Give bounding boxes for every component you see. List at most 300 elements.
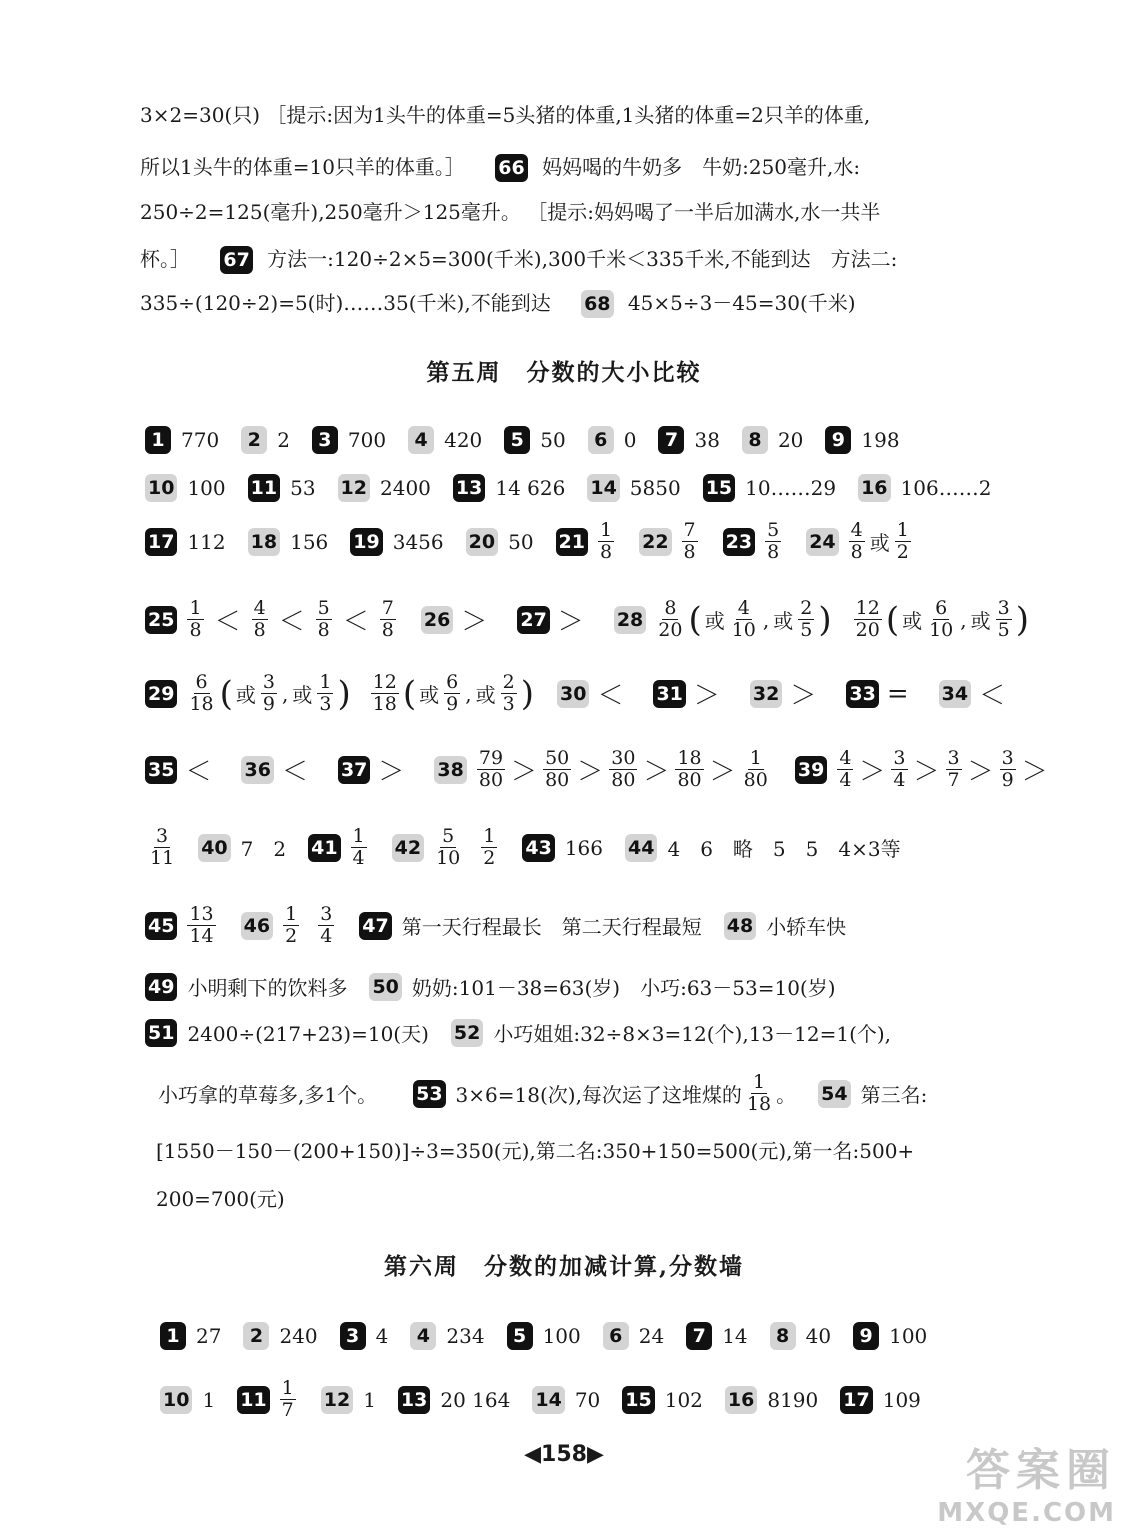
- question-number: 10: [160, 1386, 192, 1414]
- denominator: 10: [929, 619, 954, 641]
- week5-row-11: [158, 1072, 1048, 1115]
- question-number: 53: [413, 1080, 445, 1108]
- fraction: [434, 826, 462, 869]
- answer: 50: [508, 529, 534, 554]
- close-paren: ): [818, 599, 832, 640]
- open-paren: (: [688, 599, 702, 640]
- numerator: 1: [752, 1071, 766, 1093]
- numerator: 2: [502, 671, 515, 693]
- question-number: 19: [350, 528, 382, 556]
- greater-than-sign: ＞: [511, 757, 538, 787]
- week5-row-2: [145, 474, 1048, 502]
- question-number: 41: [308, 834, 340, 862]
- question-number: 5: [507, 1322, 533, 1350]
- question-number: 24: [806, 528, 838, 556]
- question-number: 16: [725, 1386, 757, 1414]
- question-number-67: 67: [220, 246, 252, 274]
- question-number: 37: [338, 756, 370, 784]
- answer: 第一天行程最长 第二天行程最短: [401, 915, 702, 939]
- open-paren: (: [219, 673, 233, 714]
- numerator: 4: [737, 597, 750, 619]
- question-number: 54: [818, 1080, 850, 1108]
- less-than-sign: ＜: [342, 607, 369, 637]
- close-paren: ): [337, 673, 351, 714]
- fraction: [148, 826, 176, 869]
- question-number-68: 68: [581, 290, 613, 318]
- question-number: 21: [556, 528, 588, 556]
- numerator: 1: [600, 519, 613, 541]
- fraction: [656, 598, 684, 641]
- fraction: [946, 748, 962, 791]
- question-number: 8: [770, 1322, 796, 1350]
- denominator: 4: [352, 847, 365, 869]
- numerator: 1: [189, 597, 202, 619]
- week5-row-7: [145, 826, 1048, 869]
- answer-68: 45×5÷3－45=30(千米): [627, 291, 856, 315]
- denominator: 8: [767, 541, 780, 563]
- answer: 234: [446, 1324, 485, 1348]
- fraction: [316, 598, 332, 641]
- fraction: [798, 598, 814, 641]
- comma: ,: [282, 681, 289, 706]
- week5-row-8: [145, 904, 1048, 947]
- question-number: 22: [639, 528, 671, 556]
- question-number: 1: [160, 1322, 186, 1350]
- answer: 奶奶:101－38=63(岁) 小巧:63－53=10(岁): [411, 976, 836, 1000]
- watermark-url: MXQE.COM: [937, 1498, 1116, 1528]
- numerator: 7: [381, 597, 394, 619]
- close-paren: ): [520, 673, 534, 714]
- answer: 小轿车快: [766, 915, 847, 939]
- answer: 20 164: [440, 1387, 511, 1412]
- numerator: 5: [442, 825, 455, 847]
- greater-than-sign: ＞: [1021, 757, 1048, 787]
- answer: 198: [861, 428, 900, 452]
- comparison-sign: ＜: [185, 757, 212, 787]
- open-paren: (: [885, 599, 900, 640]
- question-number: 23: [723, 528, 755, 556]
- intro-line-3: 250÷2=125(毫升),250毫升＞125毫升。 ［提示:妈妈喝了一半后加满水,水一共半: [140, 200, 881, 224]
- denominator: 8: [600, 541, 613, 563]
- denominator: 3: [502, 693, 515, 715]
- question-number: 14: [532, 1386, 564, 1414]
- or-text: 或: [869, 531, 890, 555]
- fraction: [261, 672, 277, 715]
- fraction: [481, 826, 497, 869]
- answer: 20: [777, 428, 804, 452]
- fraction: [444, 672, 460, 715]
- week5-row-4: [145, 598, 1048, 641]
- answer-67: 方法一:120÷2×5=300(千米),300千米＜335千米,不能到达 方法二:: [267, 247, 898, 271]
- answer: 7 2: [240, 837, 287, 861]
- question-number: 32: [750, 680, 782, 708]
- numerator: 6: [935, 597, 948, 619]
- question-number: 2: [243, 1322, 269, 1350]
- fraction: [1000, 748, 1016, 791]
- fraction: [854, 598, 882, 641]
- fraction: [371, 672, 399, 715]
- denominator: 9: [446, 693, 459, 715]
- comparison-sign: ＜: [597, 681, 624, 711]
- open-paren: (: [402, 673, 417, 714]
- question-number: 12: [338, 474, 370, 502]
- numerator: 1: [483, 825, 496, 847]
- greater-than-sign: ＞: [913, 757, 940, 787]
- answer: 8190: [767, 1387, 819, 1412]
- answer: 1: [363, 1387, 376, 1412]
- answer-continuation: 小巧拿的草莓多,多1个。: [158, 1083, 378, 1107]
- or-text: 或: [292, 683, 313, 707]
- question-number: 46: [241, 912, 273, 940]
- watermark-logo: [916, 1434, 1116, 1528]
- answer: 3456: [392, 529, 444, 554]
- question-number: 11: [248, 474, 280, 502]
- numerator: 79: [478, 747, 504, 769]
- answer: 109: [882, 1387, 921, 1412]
- or-text: 或: [475, 683, 496, 707]
- answer: 27: [196, 1324, 222, 1348]
- comparison-sign: ＞: [693, 681, 720, 711]
- question-number-66: 66: [495, 154, 527, 182]
- fraction: [675, 748, 703, 791]
- answer: 40: [805, 1324, 832, 1348]
- answer: 4 6 略 5 5 4×3等: [667, 837, 901, 861]
- question-number: 27: [517, 606, 549, 634]
- denominator: 2: [483, 847, 496, 869]
- question-number: 45: [145, 912, 177, 940]
- question-number: 34: [939, 680, 971, 708]
- answer-66: 妈妈喝的牛奶多 牛奶:250毫升,水:: [542, 155, 861, 179]
- question-number: 9: [825, 426, 851, 454]
- week5-row-1: [145, 426, 1048, 454]
- numerator: 3: [947, 747, 960, 769]
- question-number: 51: [145, 1019, 177, 1047]
- intro-line-4: [140, 244, 1038, 274]
- numerator: 50: [545, 747, 570, 769]
- fraction: [742, 748, 770, 791]
- greater-than-sign: ＞: [859, 757, 886, 787]
- denominator: 80: [677, 769, 702, 791]
- intro-line-4-text: 杯。］: [140, 247, 190, 271]
- denominator: 8: [850, 541, 863, 563]
- answer: 14 626: [495, 476, 566, 500]
- or-text: 或: [902, 609, 923, 633]
- answer: 小明剩下的饮料多: [187, 976, 348, 1000]
- question-number: 42: [392, 834, 424, 862]
- numerator: 18: [677, 747, 702, 769]
- question-number: 6: [588, 426, 614, 454]
- denominator: 80: [743, 769, 768, 791]
- answer: 1: [202, 1387, 216, 1412]
- week5-line-12: [1550－150－(200+150)]÷3=350(元),第二名:350+150=500(元),第一名:500+: [156, 1139, 915, 1163]
- fraction: [283, 904, 299, 947]
- question-number: 4: [408, 426, 434, 454]
- or-text: 或: [235, 683, 256, 707]
- denominator: 8: [253, 619, 266, 641]
- denominator: 20: [658, 619, 683, 641]
- answer: 700: [347, 428, 387, 452]
- denominator: 7: [947, 769, 960, 791]
- intro-line-1: 3×2=30(只) ［提示:因为1头牛的体重=5头猪的体重,1头猪的体重=2只羊的体重,: [140, 103, 871, 127]
- fraction: [730, 598, 758, 641]
- numerator: 3: [320, 903, 333, 925]
- question-number: 47: [359, 912, 391, 940]
- numerator: 3: [893, 747, 906, 769]
- fraction: [837, 748, 853, 791]
- answer: 3×6=18(次),每次运了这堆煤的: [455, 1083, 742, 1107]
- fraction: [187, 904, 215, 947]
- question-number: 44: [625, 834, 657, 862]
- or-text: 或: [704, 609, 725, 633]
- close-paren: ): [1015, 599, 1029, 640]
- denominator: 10: [731, 619, 756, 641]
- comparison-sign: ＞: [790, 681, 817, 711]
- denominator: 20: [855, 619, 880, 641]
- numerator: 1: [896, 519, 909, 541]
- question-number: 33: [846, 680, 878, 708]
- week5-row-6: [145, 748, 1048, 791]
- question-number: 13: [453, 474, 485, 502]
- question-number: 3: [312, 426, 338, 454]
- fraction: [318, 904, 334, 947]
- comparison-sign: ＞: [461, 607, 488, 637]
- numerator: 4: [850, 519, 863, 541]
- comparison-sign: ＞: [378, 757, 405, 787]
- question-number: 13: [398, 1386, 430, 1414]
- period: 。: [776, 1083, 797, 1107]
- denominator: 2: [285, 925, 298, 947]
- comparison-sign: ＜: [979, 681, 1006, 711]
- fraction: [598, 520, 614, 563]
- less-than-sign: ＜: [214, 607, 241, 637]
- denominator: 2: [896, 541, 909, 563]
- week6-row-2: [160, 1378, 1048, 1421]
- fraction: [891, 748, 907, 791]
- fraction: [187, 672, 215, 715]
- greater-than-sign: ＞: [709, 757, 736, 787]
- denominator: 8: [683, 541, 696, 563]
- numerator: 8: [664, 597, 677, 619]
- section-title-week6: 第六周 分数的加减计算,分数墙: [383, 1253, 744, 1280]
- question-number: 30: [557, 680, 589, 708]
- denominator: 11: [150, 847, 175, 869]
- question-number: 25: [145, 606, 177, 634]
- fraction: [682, 520, 698, 563]
- denominator: 80: [478, 769, 504, 791]
- denominator: 5: [997, 619, 1010, 641]
- week6-row-1: [160, 1322, 1048, 1350]
- answer: 100: [542, 1324, 581, 1348]
- fraction: [501, 672, 517, 715]
- numerator: 4: [253, 597, 266, 619]
- numerator: 3: [156, 825, 169, 847]
- numerator: 1: [281, 1377, 294, 1399]
- question-number: 8: [742, 426, 768, 454]
- numerator: 5: [317, 597, 330, 619]
- denominator: 3: [319, 693, 332, 715]
- fraction: [996, 598, 1012, 641]
- answer: 100: [889, 1324, 928, 1348]
- fraction: [849, 520, 865, 563]
- fraction: [252, 598, 268, 641]
- denominator: 8: [317, 619, 330, 641]
- denominator: 18: [372, 693, 397, 715]
- numerator: 30: [611, 747, 636, 769]
- comma: ,: [465, 681, 472, 706]
- week5-row-3: [145, 520, 1048, 563]
- answer: 100: [187, 476, 226, 500]
- numerator: 6: [446, 671, 459, 693]
- question-number: 43: [522, 834, 554, 862]
- numerator: 1: [352, 825, 365, 847]
- question-number: 7: [686, 1322, 712, 1350]
- numerator: 6: [195, 671, 208, 693]
- comma: ,: [960, 607, 967, 632]
- numerator: 2: [800, 597, 813, 619]
- question-number: 29: [145, 680, 177, 708]
- answer: 156: [290, 529, 329, 554]
- numerator: 1: [319, 671, 332, 693]
- fraction: [351, 826, 367, 869]
- denominator: 4: [320, 925, 333, 947]
- question-number: 17: [145, 528, 177, 556]
- denominator: 4: [893, 769, 906, 791]
- comparison-sign: =: [886, 678, 909, 709]
- numerator: 13: [189, 903, 214, 925]
- fraction: [609, 748, 637, 791]
- question-number: 1: [145, 426, 171, 454]
- numerator: 12: [372, 671, 397, 693]
- section-title-week5: 第五周 分数的大小比较: [426, 359, 702, 386]
- question-number: 35: [145, 756, 177, 784]
- or-text: 或: [970, 609, 991, 633]
- answer: 420: [444, 428, 483, 452]
- answer: 0: [623, 428, 637, 452]
- answer: 53: [290, 476, 316, 500]
- answer: 24: [638, 1324, 665, 1348]
- fraction: [187, 598, 203, 641]
- numerator: 5: [767, 519, 780, 541]
- answer: 770: [181, 428, 220, 452]
- denominator: 4: [839, 769, 852, 791]
- fraction: [895, 520, 911, 563]
- answer: 38: [694, 428, 720, 452]
- question-number: 48: [724, 912, 756, 940]
- fraction: [765, 520, 781, 563]
- denominator: 7: [281, 1399, 294, 1421]
- question-number: 5: [504, 426, 530, 454]
- or-text: 或: [419, 683, 440, 707]
- question-number: 52: [451, 1019, 483, 1047]
- denominator: 18: [746, 1093, 772, 1115]
- intro-line-5-text: 335÷(120÷2)=5(时)……35(千米),不能到达: [140, 291, 551, 315]
- fraction: [280, 1378, 296, 1421]
- question-number: 28: [614, 606, 646, 634]
- watermark-text: 答案圈: [966, 1445, 1116, 1496]
- week5-row-9: [145, 972, 1048, 1001]
- fraction: [927, 598, 955, 641]
- numerator: 3: [262, 671, 275, 693]
- intro-line-5: [140, 288, 1038, 318]
- page-number: ◀158▶: [524, 1442, 604, 1467]
- answer: 166: [564, 835, 604, 860]
- question-number: 17: [840, 1386, 872, 1414]
- greater-than-sign: ＞: [577, 757, 604, 787]
- question-number: 3: [340, 1322, 366, 1350]
- week5-row-10: [145, 1018, 1048, 1047]
- answer: 70: [574, 1387, 601, 1412]
- question-number: 15: [703, 474, 735, 502]
- question-number: 9: [853, 1322, 879, 1350]
- question-number: 50: [369, 973, 401, 1001]
- or-text: 或: [773, 609, 794, 633]
- question-number: 15: [622, 1386, 654, 1414]
- denominator: 14: [189, 925, 214, 947]
- answer: 106……2: [900, 476, 992, 500]
- comma: ,: [762, 607, 770, 632]
- fraction: [380, 598, 396, 641]
- denominator: 8: [381, 619, 394, 641]
- answer: 50: [540, 428, 566, 452]
- question-number: 2: [241, 426, 267, 454]
- comparison-sign: ＜: [281, 757, 308, 787]
- question-number: 12: [321, 1386, 353, 1414]
- numerator: 1: [285, 903, 298, 925]
- denominator: 9: [262, 693, 275, 715]
- answer: 2400÷(217+23)=10(天): [187, 1022, 429, 1046]
- question-number: 11: [237, 1386, 269, 1414]
- week5-row-5: [145, 672, 1048, 715]
- week5-line-13: 200=700(元): [156, 1187, 285, 1211]
- denominator: 10: [436, 847, 461, 869]
- denominator: 18: [189, 693, 214, 715]
- intro-line-2-text: 所以1头牛的体重=10只羊的体重。］: [140, 155, 465, 179]
- question-number: 40: [198, 834, 230, 862]
- numerator: 7: [683, 519, 696, 541]
- question-number: 49: [145, 973, 177, 1001]
- numerator: 3: [997, 597, 1010, 619]
- answer: 5850: [629, 476, 681, 500]
- fraction: [745, 1072, 773, 1115]
- comparison-sign: ＞: [557, 607, 584, 637]
- fraction: [317, 672, 333, 715]
- question-number: 14: [587, 474, 619, 502]
- answer: 第三名:: [860, 1083, 928, 1107]
- question-number: 18: [248, 528, 280, 556]
- greater-than-sign: ＞: [643, 757, 670, 787]
- denominator: 8: [189, 619, 202, 641]
- answer: 112: [187, 529, 226, 554]
- question-number: 7: [658, 426, 684, 454]
- less-than-sign: ＜: [278, 607, 305, 637]
- denominator: 5: [800, 619, 813, 641]
- numerator: 12: [855, 597, 880, 619]
- denominator: 80: [545, 769, 570, 791]
- question-number: 38: [434, 756, 466, 784]
- denominator: 9: [1001, 769, 1014, 791]
- question-number: 26: [421, 606, 453, 634]
- question-number: 39: [795, 756, 827, 784]
- question-number: 4: [410, 1322, 436, 1350]
- question-number: 20: [466, 528, 498, 556]
- answer: 10……29: [745, 476, 837, 500]
- question-number: 6: [603, 1322, 629, 1350]
- intro-line-2: [140, 152, 1038, 182]
- greater-than-sign: ＞: [967, 757, 994, 787]
- answer: 小巧姐姐:32÷8×3=12(个),13－12=1(个),: [493, 1022, 892, 1046]
- numerator: 3: [1001, 747, 1014, 769]
- question-number: 31: [653, 680, 685, 708]
